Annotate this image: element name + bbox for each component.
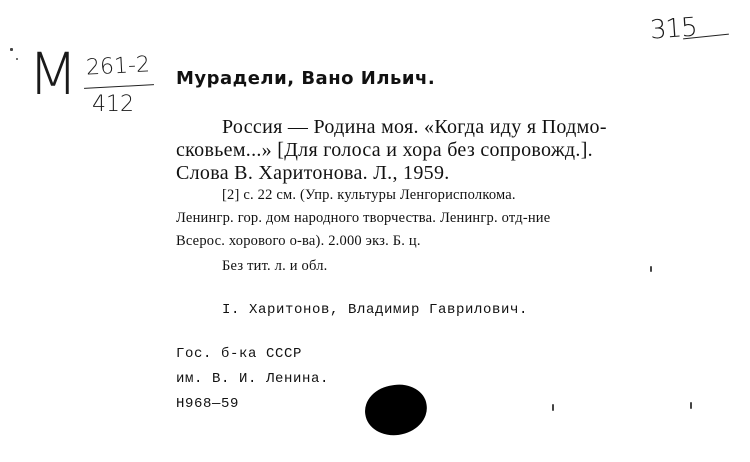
note-line: Без тит. л. и обл. bbox=[222, 258, 328, 274]
description-line: [2] с. 22 см. (Упр. культуры Ленгорисполкома. bbox=[222, 187, 516, 203]
speck-mark bbox=[690, 402, 692, 409]
title-line: сковьем...» [Для голоса и хора без сопровожд.]. bbox=[176, 139, 593, 161]
speck-mark bbox=[16, 58, 18, 60]
author-heading: Мурадели, Вано Ильич. bbox=[176, 68, 436, 89]
call-number-bottom: 412 bbox=[92, 92, 134, 117]
punch-hole bbox=[362, 381, 430, 439]
stamp-line: Гос. б-ка СССР bbox=[176, 346, 303, 362]
description-line: Всерос. хорового о-ва). 2.000 экз. Б. ц. bbox=[176, 233, 421, 249]
call-number-divider bbox=[84, 84, 154, 89]
speck-mark bbox=[650, 266, 652, 272]
description-line: Ленингр. гор. дом народного творчества. Ленингр. отд-ние bbox=[176, 210, 551, 226]
added-entry: I. Харитонов, Владимир Гаврилович. bbox=[222, 302, 529, 318]
speck-mark bbox=[10, 48, 13, 51]
call-number-top: 261-2 bbox=[85, 52, 151, 81]
shelf-number: 315 bbox=[649, 12, 698, 46]
title-line: Слова В. Харитонова. Л., 1959. bbox=[176, 162, 450, 184]
call-number-letter: М bbox=[28, 40, 79, 108]
speck-mark bbox=[552, 404, 554, 411]
stamp-line: Н968—59 bbox=[176, 396, 240, 412]
title-line: Россия — Родина моя. «Когда иду я Подмо- bbox=[222, 116, 607, 138]
stamp-line: им. В. И. Ленина. bbox=[176, 371, 330, 387]
